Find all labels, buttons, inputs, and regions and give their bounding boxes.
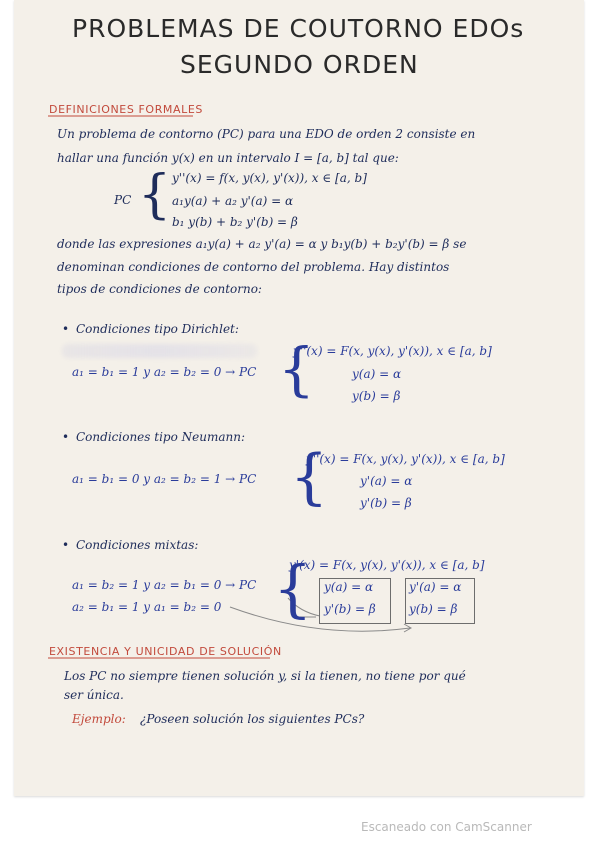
definiciones-after-line3: tipos de condiciones de contorno: [57, 282, 262, 296]
dirichlet-equation: y''(x) = F(x, y(x), y'(x)), x ∈ [a, b] [293, 344, 492, 358]
neumann-condition-a: y'(a) = α [360, 474, 413, 488]
page-title-line1: PROBLEMAS DE COUTORNO EDOs [72, 14, 525, 43]
pc-brace: { [138, 165, 172, 225]
neumann-rule: a₁ = b₁ = 0 y a₂ = b₂ = 1 → PC [72, 472, 257, 486]
existencia-line2: ser única. [64, 688, 124, 702]
mixtas-box2-bottom: y(b) = β [409, 602, 458, 616]
neumann-condition-b: y'(b) = β [360, 496, 412, 510]
mixtas-box2-top: y'(a) = α [409, 580, 462, 594]
pc-condition-a: a₁y(a) + a₂ y'(a) = α [172, 194, 294, 208]
pc-condition-b: b₁ y(b) + b₂ y'(b) = β [172, 215, 298, 229]
neumann-heading: Condiciones tipo Neumann: [76, 430, 245, 444]
definiciones-intro-line2: hallar una función y(x) en un intervalo I = [a, b] tal que: [57, 151, 399, 165]
neumann-brace: { [290, 442, 329, 512]
camscanner-watermark: Escaneado con CamScanner [361, 820, 532, 834]
existencia-heading: EXISTENCIA Y UNICIDAD DE SOLUCIÓN [49, 645, 282, 658]
existencia-line1: Los PC no siempre tienen solución y, si la tienen, no tiene por qué [64, 669, 466, 683]
mixtas-box1-top: y(a) = α [324, 580, 374, 594]
dirichlet-bullet: • [62, 322, 70, 336]
ejemplo-label: Ejemplo: [72, 712, 126, 726]
definiciones-after-line2: denominan condiciones de contorno del problema. Hay distintos [57, 260, 450, 274]
mixtas-box1-bottom: y'(b) = β [324, 602, 376, 616]
pc-label: PC [114, 193, 132, 207]
mixtas-rule-1: a₁ = b₂ = 1 y a₂ = b₁ = 0 → PC [72, 578, 257, 592]
page-title-line2: SEGUNDO ORDEN [180, 50, 419, 79]
definiciones-heading: DEFINICIONES FORMALES [49, 103, 204, 116]
mixtas-brace: { [273, 552, 313, 625]
dirichlet-rule: a₁ = b₁ = 1 y a₂ = b₂ = 0 → PC [72, 365, 257, 379]
neumann-equation: y''(x) = F(x, y(x), y'(x)), x ∈ [a, b] [306, 452, 505, 466]
mixtas-equation: y'(x) = F(x, y(x), y'(x)), x ∈ [a, b] [289, 558, 485, 572]
mixtas-heading: Condiciones mixtas: [76, 538, 199, 552]
dirichlet-condition-a: y(a) = α [352, 367, 402, 381]
definiciones-after-line1: donde las expresiones a₁y(a) + a₂ y'(a) = α y b₁y(b) + b₂y'(b) = β se [57, 237, 467, 251]
pc-equation: y''(x) = f(x, y(x), y'(x)), x ∈ [a, b] [172, 171, 367, 185]
dirichlet-brace: { [278, 335, 315, 403]
mixtas-rule-2: a₂ = b₁ = 1 y a₁ = b₂ = 0 [72, 600, 222, 614]
mixtas-bullet: • [62, 538, 70, 552]
ejemplo-question: ¿Poseen solución los siguientes PCs? [140, 712, 365, 726]
dirichlet-condition-b: y(b) = β [352, 389, 401, 403]
neumann-bullet: • [62, 430, 70, 444]
smudged-text [62, 344, 257, 358]
dirichlet-heading: Condiciones tipo Dirichlet: [76, 322, 239, 336]
definiciones-intro-line1: Un problema de contorno (PC) para una EDO de orden 2 consiste en [57, 127, 476, 141]
